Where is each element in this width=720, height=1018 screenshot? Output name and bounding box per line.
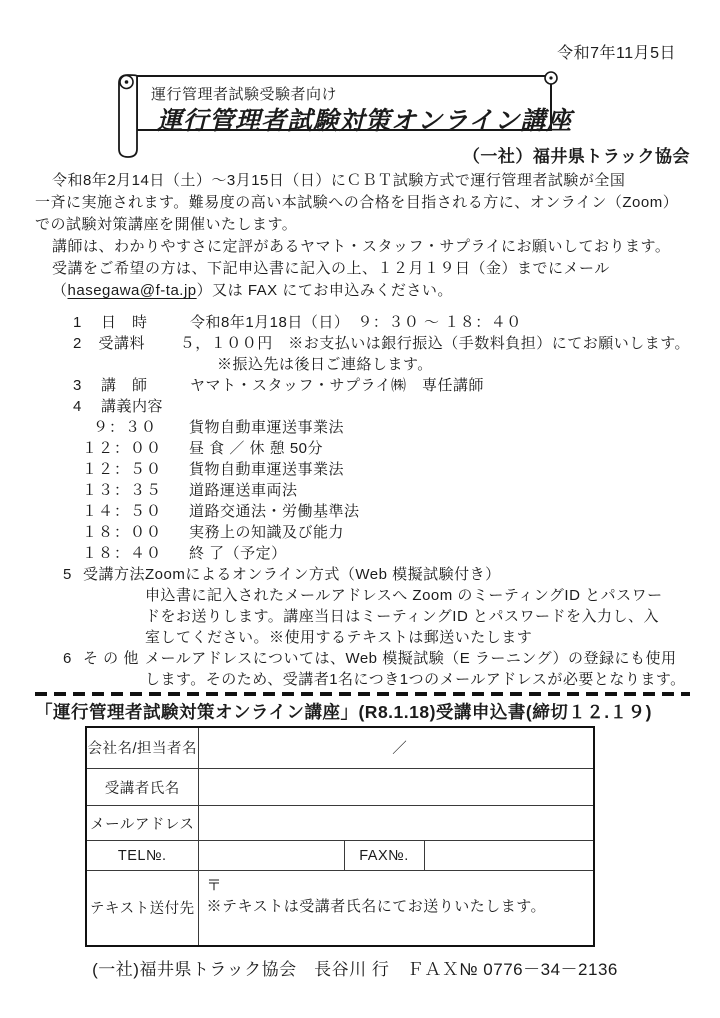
- item-number: 5: [63, 566, 72, 583]
- text-shipping-input-cell: [198, 871, 594, 946]
- item-label: 日 時: [101, 314, 148, 331]
- application-form-table: [85, 726, 595, 947]
- list-item-other: [35, 648, 690, 669]
- item-value: 令和8年1月18日（日） ９：３０ ～ １８：４０: [190, 314, 522, 331]
- dashed-cutline: [35, 692, 690, 696]
- fax-destination-footer: (一社)福井県トラック協会 長谷川 行 ＦＡＸ№ 0776－34－2136: [92, 959, 618, 979]
- text-shipping-label: テキスト送付先: [86, 871, 198, 946]
- schedule-topic: 実務上の知識及び能力: [189, 524, 345, 541]
- table-row: [86, 841, 594, 871]
- schedule-row: [35, 480, 690, 501]
- schedule-time: １２：５０: [82, 461, 163, 478]
- schedule-topic: 終 了（予定）: [189, 545, 287, 562]
- paragraph-line: での試験対策講座を開催いたします。: [35, 216, 298, 233]
- company-input-cell: ／: [198, 727, 594, 769]
- schedule-row: [35, 543, 690, 564]
- item-label: そ の 他: [83, 650, 139, 667]
- schedule-row: [35, 438, 690, 459]
- item-value: Zoomによるオンライン方式（Web 模擬試験付き）: [145, 566, 501, 583]
- method-continuation: ドをお送りします。講座当日はミーティングID とパスワードを入力し、入: [145, 608, 659, 625]
- postal-mark: 〒: [206, 877, 223, 894]
- item-value: メールアドレスについては、Web 模擬試験（E ラーニング）の登録にも使用: [145, 650, 677, 667]
- item-label: 講義内容: [101, 398, 164, 415]
- item-number: 4: [73, 398, 82, 415]
- table-row: [86, 769, 594, 806]
- item-number: 1: [73, 314, 82, 331]
- item-value: ヤマト・スタッフ・サプライ㈱ 専任講師: [190, 377, 485, 394]
- list-item-datetime: [35, 312, 690, 333]
- schedule-topic: 貨物自動車運送事業法: [189, 461, 345, 478]
- list-item-fee: [35, 333, 690, 354]
- details-list: [35, 312, 690, 690]
- application-form-title: 「運行管理者試験対策オンライン講座」(R8.1.18)受講申込書(締切１２.１９): [35, 701, 652, 722]
- fee-note: ※振込先は後日ご連絡します。: [217, 356, 433, 373]
- schedule-topic: 貨物自動車運送事業法: [189, 419, 345, 436]
- organization-name: （一社）福井県トラック協会: [462, 147, 690, 166]
- email-label: メールアドレス: [86, 806, 198, 841]
- item-number: 3: [73, 377, 82, 394]
- item-label: 受講方法: [83, 566, 146, 583]
- student-name-label: 受講者氏名: [86, 769, 198, 806]
- table-row: [86, 871, 594, 946]
- table-row: [86, 806, 594, 841]
- email-input-cell: [198, 806, 594, 841]
- email-suffix: ）又は FAX にてお申込みください。: [196, 282, 453, 299]
- schedule-time: １８：４０: [82, 545, 163, 562]
- paragraph-line: 令和8年2月14日（土）～3月15日（日）にＣＢＴ試験方式で運行管理者試験が全国: [52, 172, 626, 189]
- schedule-time: ９：３０: [92, 419, 157, 436]
- schedule-topic: 道路交通法・労働基準法: [189, 503, 360, 520]
- table-row: [86, 727, 594, 769]
- paragraph-line: 一斉に実施されます。難易度の高い本試験への合格を目指される方に、オンライン（Zoom）: [35, 194, 679, 211]
- list-item-lecturer: [35, 375, 690, 396]
- schedule-topic: 道路運送車両法: [189, 482, 298, 499]
- fax-label: FAX№.: [344, 841, 424, 871]
- schedule-topic: 昼 食 ／ 休 憩 50分: [189, 440, 324, 457]
- company-label: 会社名/担当者名: [86, 727, 198, 769]
- schedule-row: [35, 522, 690, 543]
- paragraph-line-email: [35, 280, 690, 302]
- email-prefix: （: [52, 282, 68, 299]
- schedule-time: １８：００: [82, 524, 163, 541]
- item-number: 2: [73, 335, 82, 352]
- banner-subtitle: 運行管理者試験受験者向け: [151, 86, 338, 103]
- tel-input-cell: [198, 841, 344, 871]
- list-item-curriculum: [35, 396, 690, 417]
- title-banner: [35, 70, 690, 146]
- tel-label: TEL№.: [86, 841, 198, 871]
- item-label: 受講料: [98, 335, 146, 352]
- banner-title: 運行管理者試験対策オンライン講座: [157, 107, 573, 135]
- text-shipping-note: ※テキストは受講者氏名にてお送りいたします。: [206, 898, 547, 915]
- list-item-method: [35, 564, 690, 585]
- email-address: hasegawa@f-ta.jp: [67, 282, 197, 299]
- document-date: 令和7年11月5日: [557, 45, 676, 62]
- item-number: 6: [63, 650, 72, 667]
- other-continuation: します。そのため、受講者1名につき1つのメールアドレスが必要となります。: [145, 671, 686, 688]
- schedule-time: １２：００: [82, 440, 163, 457]
- schedule-time: １４：５０: [82, 503, 163, 520]
- schedule-row: [35, 459, 690, 480]
- schedule-row: [35, 501, 690, 522]
- student-name-input-cell: [198, 769, 594, 806]
- item-value: ５，１００円 ※お支払いは銀行振込（手数料負担）にてお願いします。: [179, 335, 690, 352]
- fax-input-cell: [424, 841, 594, 871]
- method-continuation: 申込書に記入されたメールアドレスへ Zoom のミーティングID とパスワー: [145, 587, 663, 604]
- method-continuation: 室してください。※使用するテキストは郵送いたします: [145, 629, 533, 646]
- intro-paragraphs: [35, 170, 690, 302]
- schedule-row: [35, 417, 690, 438]
- paragraph-line: 講師は、わかりやすさに定評があるヤマト・スタッフ・サプライにお願いしております。: [52, 238, 671, 255]
- schedule-time: １３：３５: [82, 482, 163, 499]
- paragraph-line: 受講をご希望の方は、下記申込書に記入の上、１２月１９日（金）までにメール: [52, 260, 610, 277]
- item-label: 講 師: [101, 377, 148, 394]
